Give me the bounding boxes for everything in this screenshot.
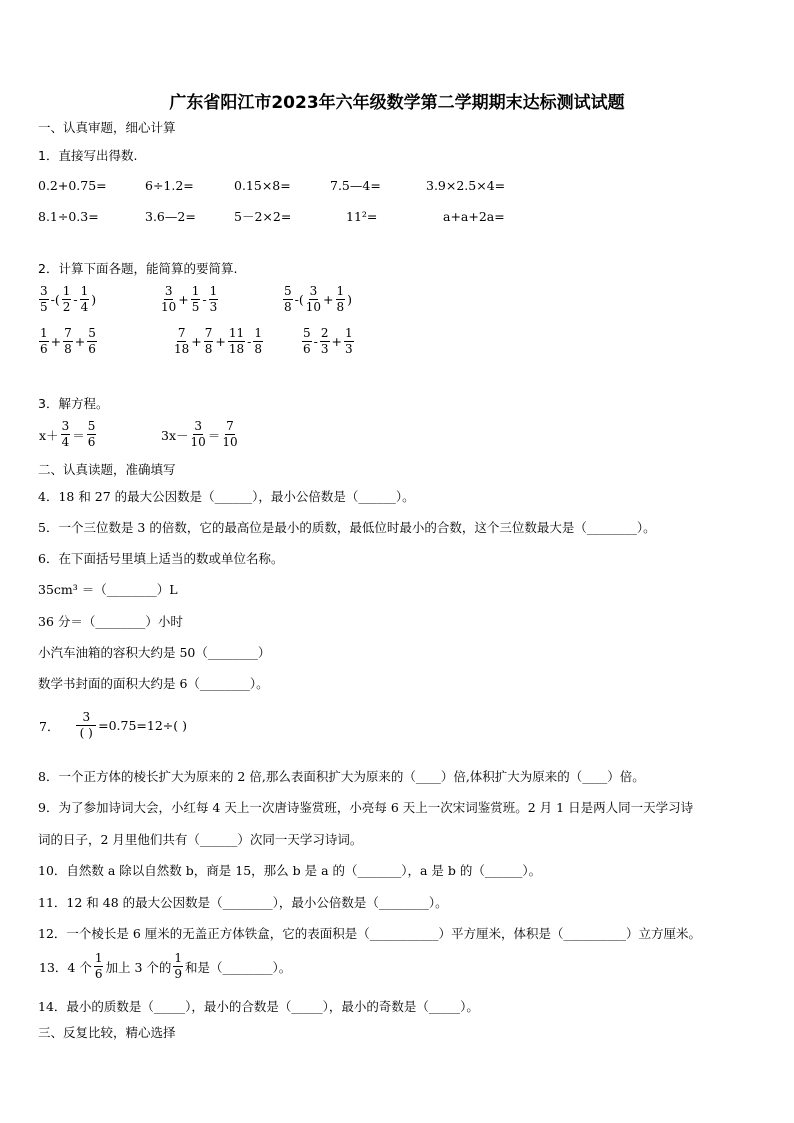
q2-expression-5: $\frac{7}{18}$ + $\frac{7}{8}$ + $\frac{11}{18}$ - $\frac{1}{8}$ (174, 326, 263, 356)
q4: 4．18 和 27 的最大公因数是（______），最小公倍数是（______）。 (38, 489, 415, 504)
q1-item: 7.5—4= (330, 178, 381, 193)
q3-equation-1: x＋ $\frac{3}{4}$ ＝ $\frac{5}{6}$ (39, 419, 96, 449)
q2-expression-6: $\frac{5}{6}$ - $\frac{2}{3}$ + $\frac{1}{3}$ (303, 326, 353, 356)
q6-line-2: 36 分＝（________）小时 (38, 614, 183, 629)
q6-line-1: 35cm³ ＝（________）L (38, 582, 178, 597)
section-3-heading: 三、反复比较，精心选择 (38, 1025, 176, 1040)
q1-item: 3.9×2.5×4= (426, 178, 506, 193)
q5: 5．一个三位数是 3 的倍数，它的最高位是最小的质数，最低位时最小的合数，这个三位数最大是（________）。 (38, 520, 656, 535)
q3-label: 3．解方程。 (38, 396, 109, 411)
q9-line-2: 词的日子，2 月里他们共有（______）次同一天学习诗词。 (38, 832, 363, 847)
q1-item: 11²= (346, 209, 378, 224)
page-title: 广东省阳江市2023年六年级数学第二学期期末达标测试试题 (169, 93, 625, 113)
q2-expression-3: $\frac{5}{8}$ -( $\frac{3}{10}$ + $\frac{1}{8}$ ) (284, 284, 353, 314)
q14: 14．最小的质数是（_____），最小的合数是（_____），最小的奇数是（_____）。 (38, 999, 479, 1014)
q1-item: a+a+2a= (443, 209, 505, 224)
q6-line-3: 小汽车油箱的容积大约是 50（________） (38, 645, 271, 660)
q1-label: 1．直接写出得数. (38, 148, 138, 163)
section-1-heading: 一、认真审题，细心计算 (38, 120, 176, 135)
section-2-heading: 二、认真读题，准确填写 (38, 462, 176, 477)
q1-item: 3.6—2= (145, 209, 196, 224)
q1-item: 0.2+0.75= (38, 178, 107, 193)
q10: 10．自然数 a 除以自然数 b，商是 15，那么 b 是 a 的（_______），a 是 b 的（______）。 (38, 863, 542, 878)
q1-item: 6÷1.2= (145, 178, 194, 193)
q9-line-1: 9．为了参加诗词大会，小红每 4 天上一次唐诗鉴赏班，小亮每 6 天上一次宋词鉴赏班。2 月 1 日是两人同一天学习诗 (38, 800, 694, 815)
q7: 7． $\frac{3}{( )}$ =0.75=12÷( ) (39, 710, 187, 740)
q8: 8．一个正方体的棱长扩大为原来的 2 倍,那么表面积扩大为原来的（____）倍,体积扩大为原来的（____）倍。 (38, 769, 645, 784)
q1-item: 0.15×8= (234, 178, 291, 193)
q12: 12．一个棱长是 6 厘米的无盖正方体铁盒，它的表面积是（___________）平方厘米，体积是（__________）立方厘米。 (38, 926, 702, 941)
q11: 11．12 和 48 的最大公因数是（________），最小公倍数是（________）。 (38, 895, 448, 910)
q6-label: 6．在下面括号里填上适当的数或单位名称。 (38, 551, 284, 566)
q3-equation-2: 3x－ $\frac{3}{10}$ ＝ $\frac{7}{10}$ (161, 419, 238, 449)
q2-expression-1: $\frac{3}{5}$ -( $\frac{1}{2}$ - $\frac{1}{4}$ ) (40, 284, 97, 314)
q1-item: 8.1÷0.3= (38, 209, 99, 224)
q2-expression-2: $\frac{3}{10}$ + $\frac{1}{5}$ - $\frac{1}{3}$ (161, 284, 218, 314)
q6-line-4: 数学书封面的面积大约是 6（________）。 (38, 676, 269, 691)
q2-expression-4: $\frac{1}{6}$ + $\frac{7}{8}$ + $\frac{5}{6}$ (40, 326, 96, 356)
q1-item: 5－2×2= (234, 209, 292, 224)
q13: 13．4 个 $\frac{1}{6}$ 加上 3 个的 $\frac{1}{9}$ 和是（________）。 (39, 951, 292, 981)
q2-label: 2．计算下面各题，能简算的要简算. (38, 261, 238, 276)
